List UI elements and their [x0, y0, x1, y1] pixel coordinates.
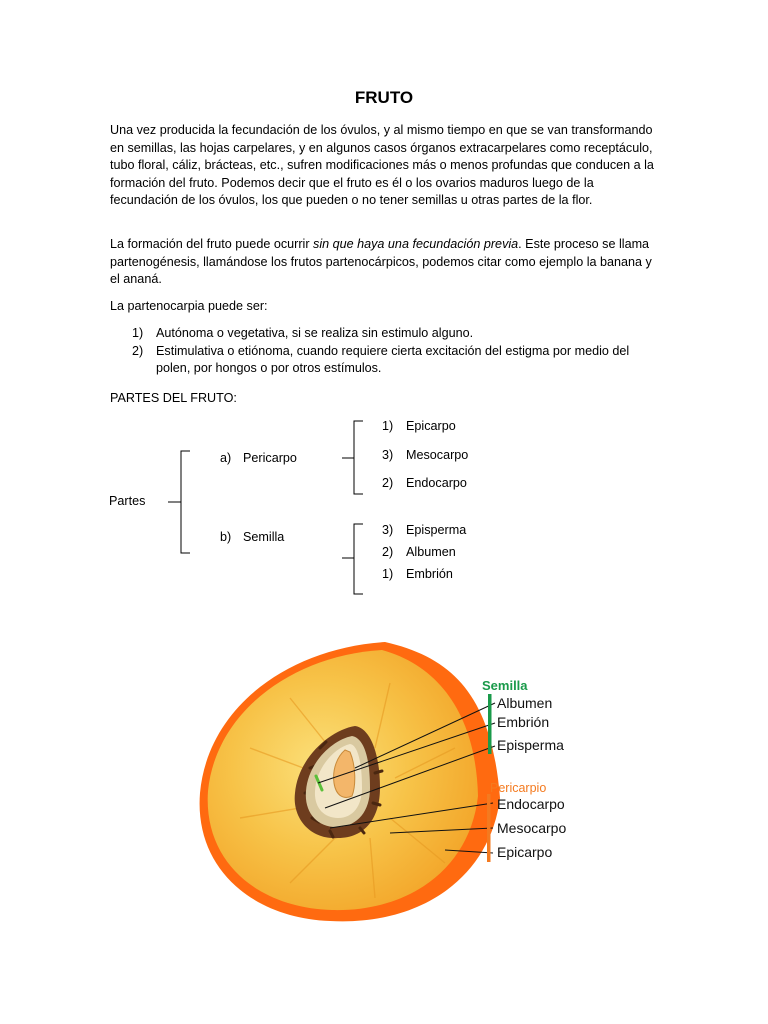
branch-b-letter: b)	[220, 530, 232, 544]
paragraph-text-end: . Este proceso se llama partenogénesis, llamándose los frutos partenocárpicos, podemos citar como ejemplo la banana y el ananá.	[110, 237, 652, 286]
list-item-text: Estimulativa o etiónoma, cuando requiere cierta excitación del estigma por medio del polen, por hongos o por otros estímulos.	[156, 343, 630, 375]
branch-b-label: Semilla	[243, 530, 285, 544]
pericarpio-label: Endocarpo	[497, 796, 565, 812]
list-item-number: 2)	[132, 343, 144, 358]
fruit-cross-section-figure	[170, 628, 600, 938]
pericarpo-brace	[342, 421, 363, 494]
intro-paragraph: Una vez producida la fecundación de los óvulos, y al mismo tiempo en que se van transformando en semillas, las hojas carpelares, y en algunos casos órganos extracarpelares como receptáculo, tubo floral, cáliz, brácteas, etc., sufren modificaciones más o menos profundas que conducen a la formación del fruto. Podemos decir que el fruto es él o los ovarios maduros luego de la fecundación de los óvulos, los que pueden o no tener semillas u otras partes de la flor.	[110, 123, 654, 207]
semilla-item-number: 3)	[382, 523, 394, 537]
parthenogenesis-paragraph	[110, 236, 655, 289]
list-item-number: 1)	[132, 326, 144, 340]
semilla-group-bar	[488, 694, 492, 754]
paragraph-italic-phrase: sin que haya una fecundación previa	[313, 237, 519, 251]
parts-heading: PARTES DEL FRUTO:	[110, 391, 237, 405]
semilla-item-label: Albumen	[406, 545, 456, 559]
pericarpo-item-label: Mesocarpo	[406, 448, 469, 462]
semilla-heading: Semilla	[482, 678, 528, 693]
scheme-root-label: Partes	[109, 494, 146, 508]
paragraph-text-start: La formación del fruto puede ocurrir	[110, 237, 314, 251]
main-brace	[168, 451, 190, 553]
pericarpo-item-number: 3)	[382, 448, 394, 462]
semilla-label: Episperma	[497, 737, 564, 753]
pericarpio-label: Mesocarpo	[497, 820, 567, 836]
pericarpio-label: Epicarpo	[497, 844, 553, 860]
pericarpio-group-bar	[487, 794, 491, 862]
pericarpio-heading: Pericarpio	[490, 781, 547, 795]
semilla-label: Albumen	[497, 695, 553, 711]
semilla-item-number: 1)	[382, 567, 394, 581]
semilla-item-label: Episperma	[406, 523, 467, 537]
list-item	[110, 325, 655, 343]
parthenocarpy-list	[110, 325, 655, 378]
branch-a-label: Pericarpo	[243, 451, 297, 465]
semilla-item-number: 2)	[382, 545, 394, 559]
pericarpo-item-label: Epicarpo	[406, 419, 456, 433]
parthenocarpy-intro: La partenocarpia puede ser:	[110, 299, 268, 313]
pericarpo-item-number: 2)	[382, 476, 394, 490]
pericarpo-item-label: Endocarpo	[406, 476, 467, 490]
list-item	[110, 343, 655, 378]
semilla-brace	[342, 524, 363, 594]
semilla-item-label: Embrión	[406, 567, 453, 581]
list-item-text: Autónoma o vegetativa, si se realiza sin estimulo alguno.	[156, 326, 474, 340]
pericarpo-item-number: 1)	[382, 419, 394, 433]
semilla-label: Embrión	[497, 714, 550, 730]
page-title: FRUTO	[354, 88, 414, 107]
branch-a-letter: a)	[220, 451, 232, 465]
